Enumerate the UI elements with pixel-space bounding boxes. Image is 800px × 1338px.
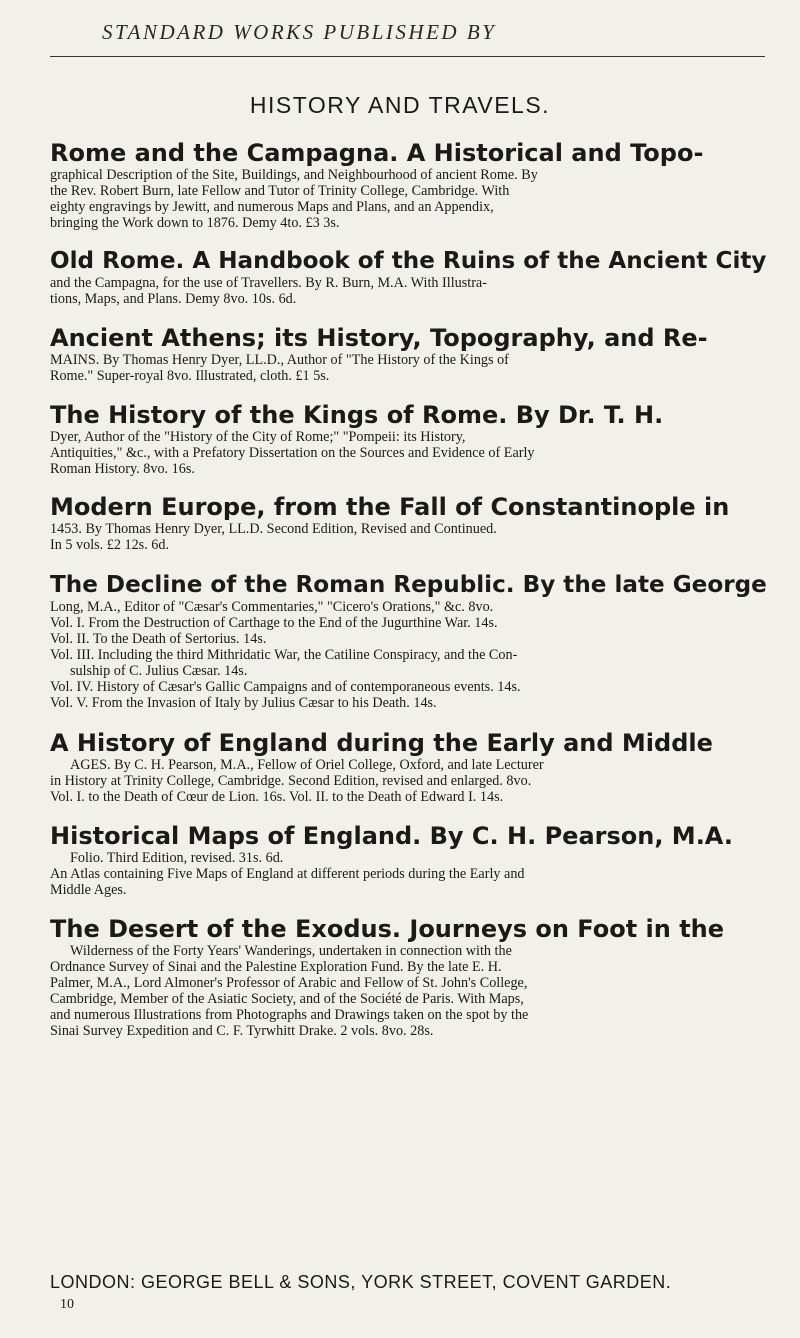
entry-line: bringing the Work down to 1876. Demy 4to. £3 3s. [50,215,340,231]
entry-line: Sinai Survey Expedition and C. F. Tyrwhitt Drake. 2 vols. 8vo. 28s. [50,1023,434,1039]
entry-title-lead: The Decline of the Roman Republic. [50,572,515,598]
entry-line: Long, M.A., Editor of "Cæsar's Commentaries," "Cicero's Orations," &c. 8vo. [50,599,494,615]
entry-title-rest: By the late George [514,572,767,598]
book-entry [50,823,772,898]
entry-title [50,402,772,429]
entry-line: Wilderness of the Forty Years' Wanderings, undertaken in connection with the [70,943,512,959]
header-rule [50,56,765,57]
entry-line: Vol. V. From the Invasion of Italy by Julius Cæsar to his Death. 14s. [50,695,437,711]
entry-line: in History at Trinity College, Cambridge. Second Edition, revised and enlarged. 8vo. [50,773,532,789]
entry-line: An Atlas containing Five Maps of England at different periods during the Early and [50,866,525,882]
entry-line: In 5 vols. £2 12s. 6d. [50,537,170,553]
entry-title-lead: The History of the Kings of Rome. [50,401,508,429]
book-entry [50,916,772,1039]
entry-line: Palmer, M.A., Lord Almoner's Professor of Arabic and Fellow of St. John's College, [50,975,528,991]
running-head: STANDARD WORKS PUBLISHED BY [102,20,497,44]
entry-title [50,823,772,850]
entry-title-lead: Modern Europe, from the Fall of Constantinople in [50,493,730,521]
entry-line: Vol. IV. History of Cæsar's Gallic Campaigns and of contemporaneous events. 14s. [50,679,521,695]
entry-title-rest: By Dr. T. H. [507,401,664,429]
entry-title [50,325,772,352]
entry-line: 1453. By Thomas Henry Dyer, LL.D. Second Edition, Revised and Continued. [50,521,497,537]
entry-line: Cambridge, Member of the Asiatic Society, and of the Société de Paris. With Maps, [50,991,524,1007]
entry-title-lead: Ancient Athens; [50,324,266,352]
entry-line: Vol. II. To the Death of Sertorius. 14s. [50,631,267,647]
entry-line: tions, Maps, and Plans. Demy 8vo. 10s. 6d. [50,291,297,307]
entry-title-lead: Historical Maps of England. [50,822,422,850]
entry-title [50,572,772,599]
entry-line: Dyer, Author of the "History of the City of Rome;" "Pompeii: its History, [50,429,466,445]
entry-line: Antiquities," &c., with a Prefatory Dissertation on the Sources and Evidence of Early [50,445,535,461]
entry-line: the Rev. Robert Burn, late Fellow and Tutor of Trinity College, Cambridge. With [50,183,510,199]
entry-line: Vol. III. Including the third Mithridatic War, the Catiline Conspiracy, and the Con- [50,647,518,663]
entry-line: eighty engravings by Jewitt, and numerous Maps and Plans, and an Appendix, [50,199,494,215]
entry-title [50,140,772,167]
entry-title [50,494,772,521]
entry-title-rest: By C. H. Pearson, M.A. [421,822,733,850]
entry-line: Rome." Super-royal 8vo. Illustrated, cloth. £1 5s. [50,368,330,384]
entry-line: sulship of C. Julius Cæsar. 14s. [70,663,248,679]
section-title: HISTORY AND TRAVELS. [249,92,551,118]
book-entry [50,248,772,307]
entry-title [50,248,772,275]
page-number: 10 [60,1297,74,1312]
entry-title [50,730,772,757]
entry-title [50,916,772,943]
entry-title-rest: A Handbook of the Ruins of the Ancient City [184,248,767,274]
entry-line: AGES. By C. H. Pearson, M.A., Fellow of Oriel College, Oxford, and late Lecturer [70,757,544,773]
book-entry [50,730,772,805]
entry-line: and the Campagna, for the use of Travellers. By R. Burn, M.A. With Illustra- [50,275,487,291]
entry-title-rest: its History, Topography, and Re- [265,324,708,352]
entry-title-rest: Journeys on Foot in the [401,915,725,943]
entry-line: MAINS. By Thomas Henry Dyer, LL.D., Author of "The History of the Kings of [50,352,509,368]
entry-line: Middle Ages. [50,882,127,898]
entry-line: Vol. I. to the Death of Cœur de Lion. 16s. Vol. II. to the Death of Edward I. 14s. [50,789,504,805]
entry-line: graphical Description of the Site, Buildings, and Neighbourhood of ancient Rome. By [50,167,538,183]
entry-line: and numerous Illustrations from Photographs and Drawings taken on the spot by the [50,1007,529,1023]
entry-line: Roman History. 8vo. 16s. [50,461,195,477]
entry-line: Folio. Third Edition, revised. 31s. 6d. [70,850,284,866]
book-entry [50,572,772,711]
publisher-imprint: LONDON: GEORGE BELL & SONS, YORK STREET, COVENT GARDEN. [50,1272,672,1292]
entry-line: Vol. I. From the Destruction of Carthage to the End of the Jugurthine War. 14s. [50,615,498,631]
book-entry [50,325,772,384]
book-entry [50,494,772,553]
entry-title-lead: Rome and the Campagna. [50,139,399,167]
entry-line: Ordnance Survey of Sinai and the Palestine Exploration Fund. By the late E. H. [50,959,502,975]
entry-title-lead: Old Rome. [50,248,185,274]
entry-title-rest: A Historical and Topo- [398,139,704,167]
book-entry [50,402,772,477]
entry-title-lead: The Desert of the Exodus. [50,915,402,943]
entry-title-lead: A History of England during the Early and Middle [50,729,713,757]
book-entry [50,140,772,231]
